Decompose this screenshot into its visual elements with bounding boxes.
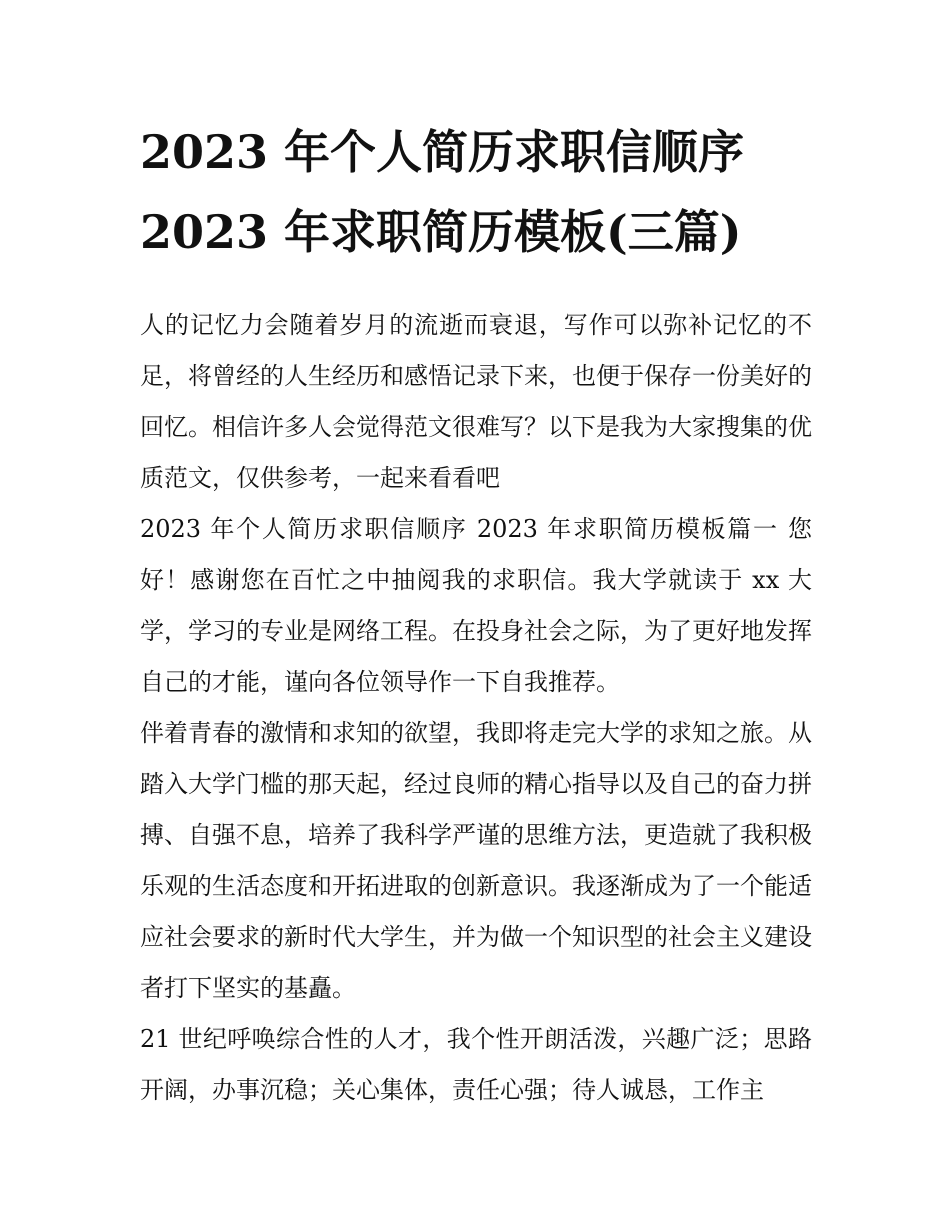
paragraph-personality: 21 世纪呼唤综合性的人才，我个性开朗活泼，兴趣广泛；思路开阔，办事沉稳；关心集体，责任心强；待人诚恳，工作主 — [140, 1025, 812, 1104]
document-title — [140, 112, 812, 272]
paragraph-education: 伴着青春的激情和求知的欲望，我即将走完大学的求知之旅。从踏入大学门槛的那天起，经过良师的精心指导以及自己的奋力拼搏、自强不息，培养了我科学严谨的思维方法，更造就了我积极乐观的生活态度和开拓进取的创新意识。我逐渐成为了一个能适应社会要求的新时代大学生，并为做一个知识型的社会主义建设者打下坚实的基矗。 — [140, 719, 812, 1002]
document-page — [140, 112, 812, 1116]
paragraph-greeting: 2023 年个人简历求职信顺序 2023 年求职简历模板篇一 您好！感谢您在百忙之中抽阅我的求职信。我大学就读于 xx 大学，学习的专业是网络工程。在投身社会之际，为了更好地发挥自己的才能，谨向各位领导作一下自我推荐。 — [140, 515, 812, 696]
paragraph-intro: 人的记忆力会随着岁月的流逝而衰退，写作可以弥补记忆的不足，将曾经的人生经历和感悟记录下来，也便于保存一份美好的回忆。相信许多人会觉得范文很难写？以下是我为大家搜集的优质范文，仅供参考，一起来看看吧 — [140, 311, 812, 492]
title-line-1: 2023 年个人简历求职信顺序 — [140, 125, 745, 179]
title-line-2: 2023 年求职简历模板(三篇) — [140, 205, 742, 259]
